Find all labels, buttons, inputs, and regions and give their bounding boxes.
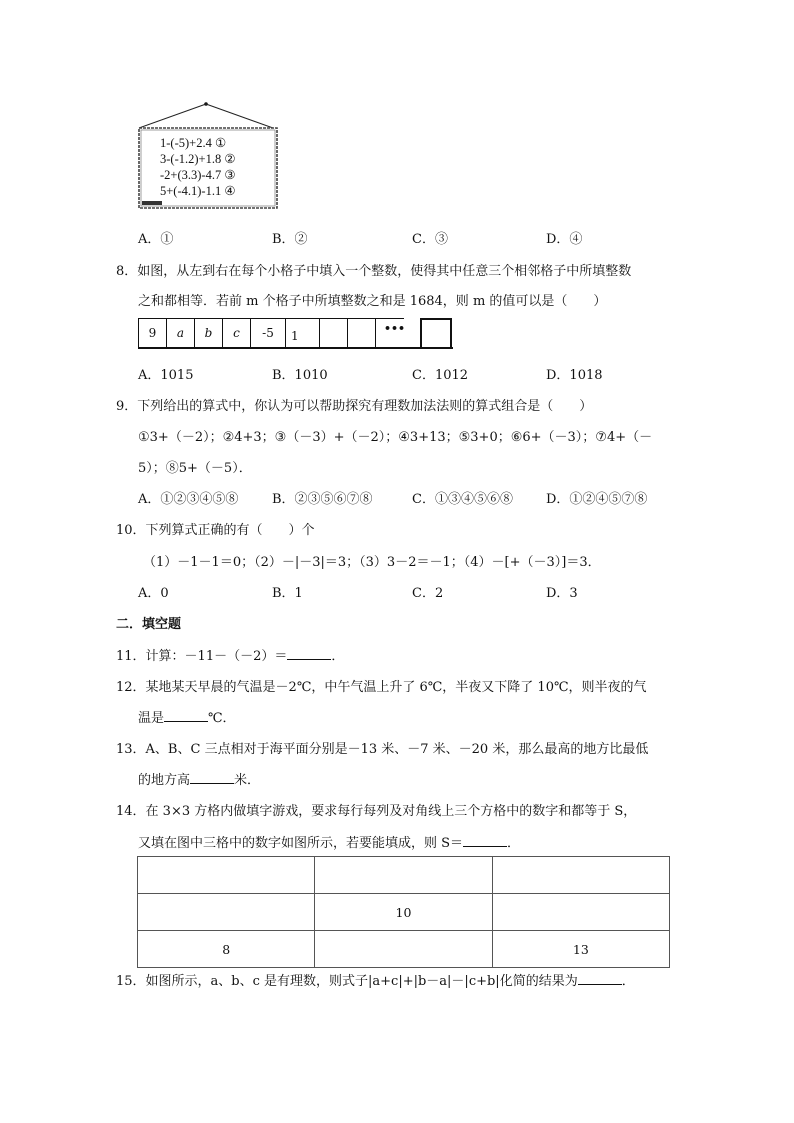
q8-options bbox=[138, 364, 658, 382]
strip-cell-8 bbox=[347, 318, 376, 348]
grid-row bbox=[138, 931, 670, 968]
q12-text2b: ℃． bbox=[208, 711, 236, 726]
strip-cell-6: 1 bbox=[285, 318, 320, 348]
q7-option-b[interactable]: B．② bbox=[272, 232, 308, 247]
q14-text-line1: 14．在 3×3 方格内做填字游戏，要求每行每列及对角线上三个方格中的数字和都等于 S， bbox=[116, 804, 637, 819]
q15-line bbox=[116, 970, 635, 989]
grid-cell bbox=[138, 857, 315, 894]
q10-text-line1: 10．下列算式正确的有（ ）个 bbox=[116, 523, 315, 538]
q14-text2b: ． bbox=[507, 836, 521, 851]
q12-line2 bbox=[138, 707, 236, 726]
q8-text-line2: 之和都相等．若前 m 个格子中所填整数之和是 1684，则 m 的值可以是（ ） bbox=[138, 294, 607, 309]
q11-end: ． bbox=[331, 649, 345, 664]
grid-cell: 8 bbox=[138, 931, 315, 968]
strip-last-cell bbox=[420, 318, 452, 349]
q14-line2 bbox=[138, 832, 520, 851]
q13-text2a: 的地方高 bbox=[138, 773, 191, 788]
q14-text2a: 又填在图中三格中的数字如图所示，若要能填成，则 S＝ bbox=[138, 836, 464, 851]
grid-cell bbox=[492, 894, 669, 931]
q14-answer-blank[interactable] bbox=[463, 834, 507, 847]
q11-text: 11．计算：－11－（－2）＝ bbox=[116, 649, 288, 664]
q9-option-a[interactable]: A．①②③④⑤⑧ bbox=[138, 492, 239, 507]
grid-cell bbox=[315, 857, 492, 894]
q10-text-line2: （1）－1－1＝0；（2）－|－3|＝3；（3）3－2＝－1；（4）－[+（－3）]＝3． bbox=[143, 555, 601, 570]
q7-option-c[interactable]: C．③ bbox=[412, 232, 448, 247]
q7-option-d[interactable]: D．④ bbox=[546, 232, 583, 247]
strip-cell-4: c bbox=[222, 318, 251, 348]
q9-option-c[interactable]: C．①③④⑤⑥⑧ bbox=[412, 492, 513, 507]
grid-cell: 13 bbox=[492, 931, 669, 968]
q13-text-line1: 13．A、B、C 三点相对于海平面分别是－13 米、－7 米、－20 米，那么最高的地方比最低 bbox=[116, 742, 649, 757]
q15-end: ． bbox=[621, 974, 635, 989]
sign-line-1: 1-(-5)+2.4 ① bbox=[160, 136, 227, 150]
q12-text-line1: 12．某地某天早晨的气温是－2℃，中午气温上升了 6℃，半夜又下降了 10℃，则半夜的气 bbox=[116, 680, 647, 695]
grid-row bbox=[138, 857, 670, 894]
q8-option-b[interactable]: B．1010 bbox=[272, 368, 328, 383]
q10-option-c[interactable]: C．2 bbox=[412, 586, 444, 601]
q10-option-a[interactable]: A．0 bbox=[138, 586, 169, 601]
grid-cell: 10 bbox=[315, 894, 492, 931]
q10-option-d[interactable]: D．3 bbox=[546, 586, 578, 601]
sign-line-4: 5+(-4.1)-1.1 ④ bbox=[160, 184, 236, 198]
q8-option-a[interactable]: A．1015 bbox=[138, 368, 194, 383]
q8-option-d[interactable]: D．1018 bbox=[546, 368, 603, 383]
strip-bottom-border bbox=[138, 347, 453, 349]
q9-text-line3: 5）；⑧5+（－5）． bbox=[138, 461, 252, 476]
section-heading-fill-in: 二．填空题 bbox=[116, 617, 182, 632]
q15-text: 15．如图所示，a、b、c 是有理数，则式子|a+c|+|b－a|－|c+b|化简的结果为 bbox=[116, 974, 578, 989]
strip-cell-3: b bbox=[194, 318, 223, 348]
q12-answer-blank[interactable] bbox=[164, 709, 208, 722]
magic-square-grid bbox=[137, 856, 670, 968]
sign-line-3: -2+(3.3)-4.7 ③ bbox=[160, 168, 236, 182]
q11-answer-blank[interactable] bbox=[287, 647, 331, 660]
grid-cell bbox=[492, 857, 669, 894]
strip-cell-7 bbox=[319, 318, 348, 348]
q13-line2 bbox=[138, 769, 260, 788]
q8-text-line1: 8．如图，从左到右在每个小格子中填入一个整数，使得其中任意三个相邻格子中所填整数 bbox=[116, 264, 632, 279]
grid-cell bbox=[138, 894, 315, 931]
strip-cell-2: a bbox=[166, 318, 195, 348]
q9-option-b[interactable]: B．②③⑤⑥⑦⑧ bbox=[272, 492, 373, 507]
strip-ellipsis: ••• bbox=[384, 322, 406, 335]
q7-option-a[interactable]: A．① bbox=[138, 232, 174, 247]
sign-line-2: 3-(-1.2)+1.8 ② bbox=[160, 152, 236, 166]
q9-option-d[interactable]: D．①②④⑤⑦⑧ bbox=[546, 492, 648, 507]
q13-answer-blank[interactable] bbox=[190, 771, 234, 784]
grid-cell bbox=[315, 931, 492, 968]
q10-options bbox=[138, 582, 658, 600]
q12-text2a: 温是 bbox=[138, 711, 165, 726]
strip-cell-5: -5 bbox=[250, 318, 286, 348]
q7-options bbox=[138, 228, 658, 246]
q8-option-c[interactable]: C．1012 bbox=[412, 368, 469, 383]
q9-text-line1: 9．下列给出的算式中，你认为可以帮助探究有理数加法法则的算式组合是（ ） bbox=[116, 399, 593, 414]
q10-option-b[interactable]: B．1 bbox=[272, 586, 303, 601]
q9-text-line2: ①3+（－2）；②4+3；③（－3）+（－2）；④3+13；⑤3+0；⑥6+（－3）；⑦4+（－ bbox=[138, 430, 653, 445]
q13-text2b: 米． bbox=[234, 773, 261, 788]
q11-line bbox=[116, 645, 344, 664]
strip-cell-1: 9 bbox=[138, 318, 167, 348]
q9-options bbox=[138, 488, 658, 506]
grid-row bbox=[138, 894, 670, 931]
q15-answer-blank[interactable] bbox=[578, 972, 622, 985]
